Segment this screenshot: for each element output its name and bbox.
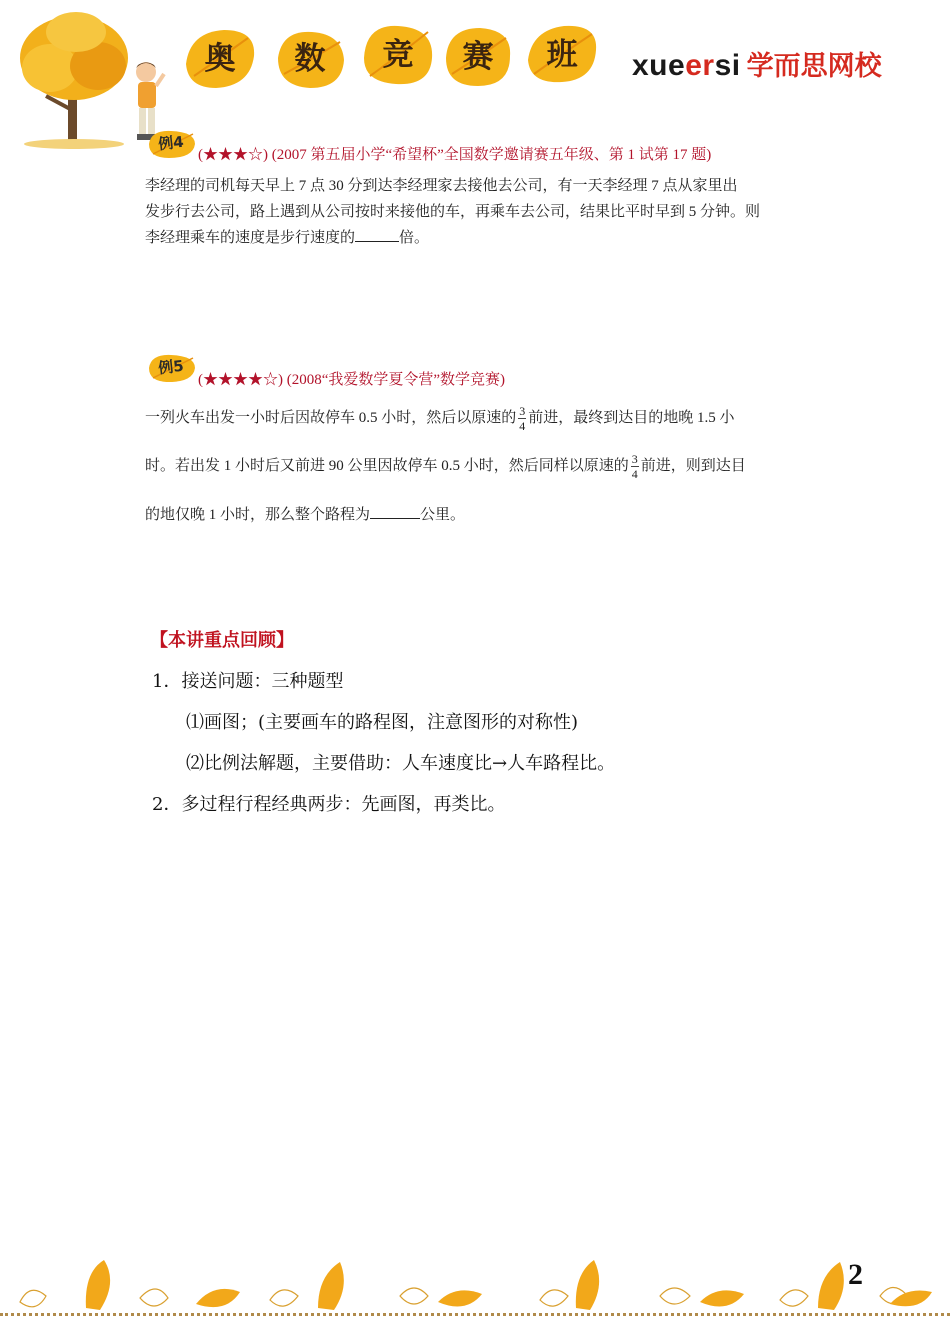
title-char: 竞 <box>382 37 414 73</box>
problem-line: 发步行去公司，路上遇到从公司按时来接他的车，再乘车去公司，结果比平时早到 5 分钟。则 <box>145 204 761 220</box>
review-item-1: 1．接送问题：三种题型 <box>152 671 344 692</box>
problem-line: 李经理的司机每天早上 7 点 30 分到达李经理家去接他去公司，有一天李经理 7 点从家里出 <box>145 178 738 194</box>
fraction-denominator: 4 <box>631 467 638 481</box>
example4-problem <box>145 173 811 251</box>
footer-dotted-line <box>0 1313 950 1316</box>
brand-logo <box>632 44 882 84</box>
review-item-1b: ⑵比例法解题，主要借助：人车速度比→人车路程比。 <box>186 753 616 774</box>
answer-blank <box>355 226 399 242</box>
brand-text-accent: er <box>685 49 715 82</box>
fraction-numerator: 3 <box>519 404 526 418</box>
title-leaf-1 <box>180 24 260 94</box>
title-char: 数 <box>294 41 326 77</box>
problem-text: 的地仅晚 1 小时，那么整个路程为 <box>145 507 371 523</box>
example5-problem <box>145 404 811 528</box>
example-label: 例4 <box>157 132 185 154</box>
review-item-2: 2．多过程行程经典两步：先画图，再类比。 <box>152 794 506 815</box>
problem-line <box>145 225 811 251</box>
problem-text: 前进，最终到达目的地晚 1.5 小 <box>528 409 735 426</box>
example-label: 例5 <box>157 356 185 378</box>
fraction-denominator: 4 <box>519 419 526 433</box>
review-heading: 【本讲重点回顾】 <box>150 630 294 651</box>
problem-line <box>145 444 811 502</box>
title-char: 奥 <box>204 41 236 77</box>
review-item-1a: ⑴画图；(主要画车的路程图，注意图形的对称性) <box>186 712 579 733</box>
example4-source: (★★★☆) (2007 第五届小学“希望杯”全国数学邀请赛五年级、第 1 试第 17 题) <box>198 147 712 163</box>
fraction <box>631 452 639 481</box>
problem-text: 公里。 <box>420 507 466 523</box>
problem-text: 一列火车出发一小时后因故停车 0.5 小时，然后以原速的 <box>145 409 517 426</box>
title-leaf-4 <box>438 22 518 92</box>
autumn-tree-illustration <box>14 10 134 150</box>
brand-text: xue <box>632 49 686 82</box>
title-leaf-2 <box>270 24 350 94</box>
footer-leaves-decoration <box>0 1252 950 1318</box>
title-leaf-3 <box>358 20 438 90</box>
problem-line <box>145 404 811 444</box>
problem-text: 倍。 <box>399 230 430 246</box>
problem-text: 前进，则到达目 <box>640 457 746 474</box>
example5-source: (★★★★☆) (2008“我爱数学夏令营”数学竞赛) <box>198 372 506 388</box>
example-badge <box>145 352 199 384</box>
fraction-numerator: 3 <box>631 452 638 466</box>
problem-line <box>145 502 811 528</box>
answer-blank <box>370 503 420 519</box>
problem-text: 李经理乘车的速度是步行速度的 <box>145 230 356 246</box>
problem-text: 时。若出发 1 小时后又前进 90 公里因故停车 0.5 小时，然后同样以原速的 <box>145 457 629 474</box>
title-leaf-5 <box>522 20 602 90</box>
title-char: 班 <box>546 37 578 73</box>
brand-chinese: 学而思网校 <box>746 51 882 82</box>
page-number: 2 <box>848 1258 863 1291</box>
fraction <box>518 404 526 433</box>
brand-text: si <box>714 49 741 82</box>
title-char: 赛 <box>462 39 494 75</box>
example-badge <box>145 128 199 160</box>
